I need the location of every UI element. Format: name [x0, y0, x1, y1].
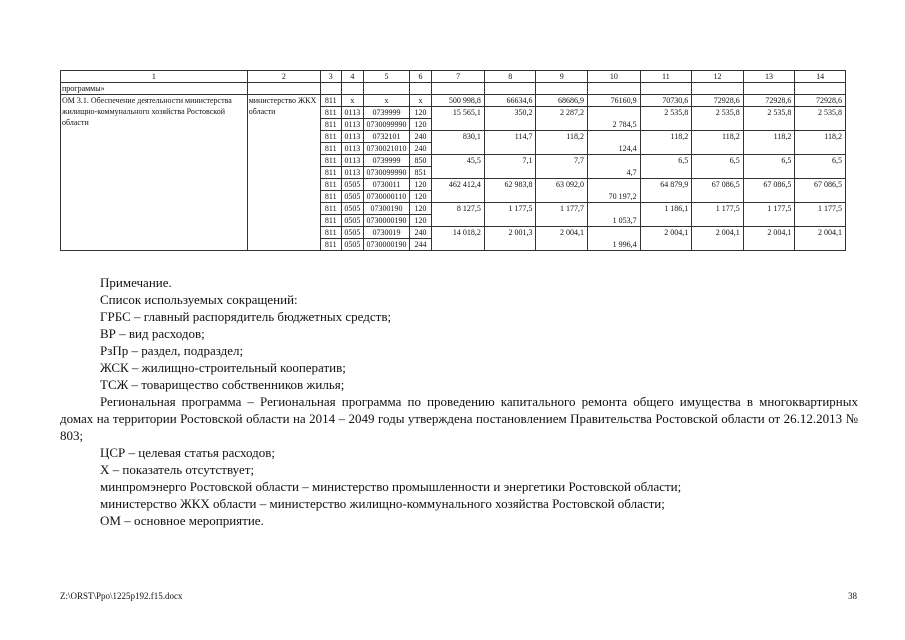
grbs-cell: 811 [320, 215, 341, 227]
event-name-cell: ОМ 3.1. Обеспечение деятельности министерства жилищно-коммунального хозяйства Ростовской области [61, 95, 248, 251]
abbreviation-item: ВР – вид расходов; [100, 326, 205, 341]
rzpr-cell: 0113 [341, 107, 364, 119]
col-header: 13 [743, 71, 795, 83]
value-cell: 63 092,0 [536, 179, 588, 203]
value-cell: 2 004,1 [640, 227, 692, 251]
grbs-cell: 811 [320, 143, 341, 155]
notes-section [60, 274, 858, 529]
rzpr-cell: 0505 [341, 227, 364, 239]
vr-cell: 850 [409, 155, 432, 167]
value-cell: 70 197,2 [588, 179, 641, 203]
abbreviation-item: Х – показатель отсутствует; [100, 462, 255, 477]
rzpr-cell: 0113 [341, 143, 364, 155]
csr-cell: 0730011 [364, 179, 409, 191]
value-cell: 2 535,8 [795, 107, 846, 131]
value-cell: 72928,6 [795, 95, 846, 107]
vr-cell: 120 [409, 119, 432, 131]
rzpr-cell: 0113 [341, 155, 364, 167]
abbreviation-item: РзПр – раздел, подраздел; [100, 343, 244, 358]
value-cell: 6,5 [640, 155, 692, 179]
value-cell: 2 535,8 [692, 107, 744, 131]
value-cell: 2 535,8 [640, 107, 692, 131]
abbreviation-item: ГРБС – главный распорядитель бюджетных средств; [100, 309, 392, 324]
value-cell: 2 004,1 [536, 227, 588, 251]
col-header: 3 [320, 71, 341, 83]
value-cell: 8 127,5 [432, 203, 485, 227]
value-cell: 1 177,5 [484, 203, 536, 227]
vr-cell: 120 [409, 107, 432, 119]
csr-cell: 0730021010 [364, 143, 409, 155]
abbreviation-item: министерство ЖКХ области – министерство жилищно-коммунального хозяйства Ростовской области; [100, 496, 665, 511]
value-cell: 62 983,8 [484, 179, 536, 203]
value-cell: 66634,6 [484, 95, 536, 107]
rzpr-cell: 0113 [341, 167, 364, 179]
grbs-cell: 811 [320, 191, 341, 203]
value-cell: 67 086,5 [692, 179, 744, 203]
rzpr-cell: 0505 [341, 215, 364, 227]
value-cell: 6,5 [743, 155, 795, 179]
budget-table [60, 70, 846, 251]
vr-cell: 120 [409, 191, 432, 203]
abbreviation-item: ТСЖ – товарищество собственников жилья; [100, 377, 345, 392]
value-cell: 1 177,7 [536, 203, 588, 227]
value-cell: 2 535,8 [743, 107, 795, 131]
value-cell: 1 186,1 [640, 203, 692, 227]
csr-cell: 0730000190 [364, 215, 409, 227]
grbs-cell: 811 [320, 119, 341, 131]
vr-cell: 240 [409, 227, 432, 239]
value-cell: 72928,6 [743, 95, 795, 107]
value-cell: 124,4 [588, 131, 641, 155]
value-cell: 7,1 [484, 155, 536, 179]
value-cell: 118,2 [536, 131, 588, 155]
value-cell: 830,1 [432, 131, 485, 155]
value-cell: 14 018,2 [432, 227, 485, 251]
value-cell: 1 177,5 [692, 203, 744, 227]
rzpr-cell: 0505 [341, 179, 364, 191]
value-cell: 4,7 [588, 155, 641, 179]
value-cell: 6,5 [795, 155, 846, 179]
value-cell: 64 879,9 [640, 179, 692, 203]
value-cell: 2 784,5 [588, 107, 641, 131]
value-cell: 68686,9 [536, 95, 588, 107]
vr-cell: 120 [409, 215, 432, 227]
vr-cell: 120 [409, 179, 432, 191]
value-cell: 118,2 [692, 131, 744, 155]
grbs-cell: 811 [320, 95, 341, 107]
abbreviations-title: Список используемых сокращений: [100, 292, 298, 307]
rzpr-cell: 0505 [341, 203, 364, 215]
program-paragraph: Региональная программа – Региональная программа по проведению капитального ремонта общего имущества в многоквартирных домах на территории Ростовской области на 2014 – 2049 годы утверждена постановлением Правительства Ростовской области от 26.12.2013 № 803; [60, 394, 858, 443]
column-number-row [61, 71, 846, 83]
csr-cell: 0730099990 [364, 167, 409, 179]
col-header: 7 [432, 71, 485, 83]
note-title: Примечание. [100, 275, 172, 290]
vr-cell: 244 [409, 239, 432, 251]
value-cell: 118,2 [795, 131, 846, 155]
abbreviation-item: ОМ – основное мероприятие. [100, 513, 264, 528]
value-cell: 2 004,1 [743, 227, 795, 251]
value-cell: 1 177,5 [743, 203, 795, 227]
value-cell: 1 177,5 [795, 203, 846, 227]
col-header: 11 [640, 71, 692, 83]
value-cell: 462 412,4 [432, 179, 485, 203]
rzpr-cell: 0505 [341, 239, 364, 251]
page-number: 38 [848, 591, 857, 601]
abbreviation-item: ЦСР – целевая статья расходов; [100, 445, 275, 460]
csr-cell: 0730000110 [364, 191, 409, 203]
col-header: 14 [795, 71, 846, 83]
grbs-cell: 811 [320, 203, 341, 215]
vr-cell: 851 [409, 167, 432, 179]
csr-cell: х [364, 95, 409, 107]
continuation-row [61, 83, 846, 95]
csr-cell: 0732101 [364, 131, 409, 143]
grbs-cell: 811 [320, 179, 341, 191]
col-header: 1 [61, 71, 248, 83]
rzpr-cell: 0113 [341, 131, 364, 143]
col-header: 9 [536, 71, 588, 83]
grbs-cell: 811 [320, 155, 341, 167]
value-cell: 72928,6 [692, 95, 744, 107]
col-header: 6 [409, 71, 432, 83]
vr-cell: х [409, 95, 432, 107]
table-body [61, 71, 846, 251]
vr-cell: 240 [409, 131, 432, 143]
value-cell: 6,5 [692, 155, 744, 179]
col-header: 8 [484, 71, 536, 83]
executor-cell: министерство ЖКХ области [247, 95, 320, 251]
csr-cell: 0730019 [364, 227, 409, 239]
value-cell: 67 086,5 [743, 179, 795, 203]
value-cell: 76160,9 [588, 95, 641, 107]
rzpr-cell: 0113 [341, 119, 364, 131]
csr-cell: 0739999 [364, 107, 409, 119]
rzpr-cell: х [341, 95, 364, 107]
value-cell: 15 565,1 [432, 107, 485, 131]
grbs-cell: 811 [320, 107, 341, 119]
value-cell: 500 998,8 [432, 95, 485, 107]
grbs-cell: 811 [320, 167, 341, 179]
grbs-cell: 811 [320, 239, 341, 251]
rzpr-cell: 0505 [341, 191, 364, 203]
footer-file-path: Z:\ORST\Ppo\1225p192.f15.docx [60, 591, 183, 601]
value-cell: 2 004,1 [692, 227, 744, 251]
value-cell: 2 287,2 [536, 107, 588, 131]
value-cell: 114,7 [484, 131, 536, 155]
csr-cell: 0730099990 [364, 119, 409, 131]
value-cell: 118,2 [640, 131, 692, 155]
grbs-cell: 811 [320, 227, 341, 239]
col-header: 4 [341, 71, 364, 83]
col-header: 10 [588, 71, 641, 83]
value-cell: 45,5 [432, 155, 485, 179]
value-cell: 118,2 [743, 131, 795, 155]
grbs-cell: 811 [320, 131, 341, 143]
value-cell: 2 004,1 [795, 227, 846, 251]
csr-cell: 0739999 [364, 155, 409, 167]
csr-cell: 0730000190 [364, 239, 409, 251]
abbreviation-item: минпромэнерго Ростовской области – министерство промышленности и энергетики Ростовской области; [100, 479, 682, 494]
budget-table-container [60, 70, 846, 251]
col-header: 5 [364, 71, 409, 83]
col-header: 2 [247, 71, 320, 83]
value-cell: 2 001,3 [484, 227, 536, 251]
value-cell: 70730,6 [640, 95, 692, 107]
value-cell: 67 086,5 [795, 179, 846, 203]
continuation-cell: программы» [61, 83, 248, 95]
value-cell: 1 053,7 [588, 203, 641, 227]
value-cell: 7,7 [536, 155, 588, 179]
abbreviation-item: ЖСК – жилищно-строительный кооператив; [100, 360, 346, 375]
summary-row [61, 95, 846, 107]
csr-cell: 07300190 [364, 203, 409, 215]
vr-cell: 240 [409, 143, 432, 155]
col-header: 12 [692, 71, 744, 83]
value-cell: 1 996,4 [588, 227, 641, 251]
vr-cell: 120 [409, 203, 432, 215]
value-cell: 350,2 [484, 107, 536, 131]
